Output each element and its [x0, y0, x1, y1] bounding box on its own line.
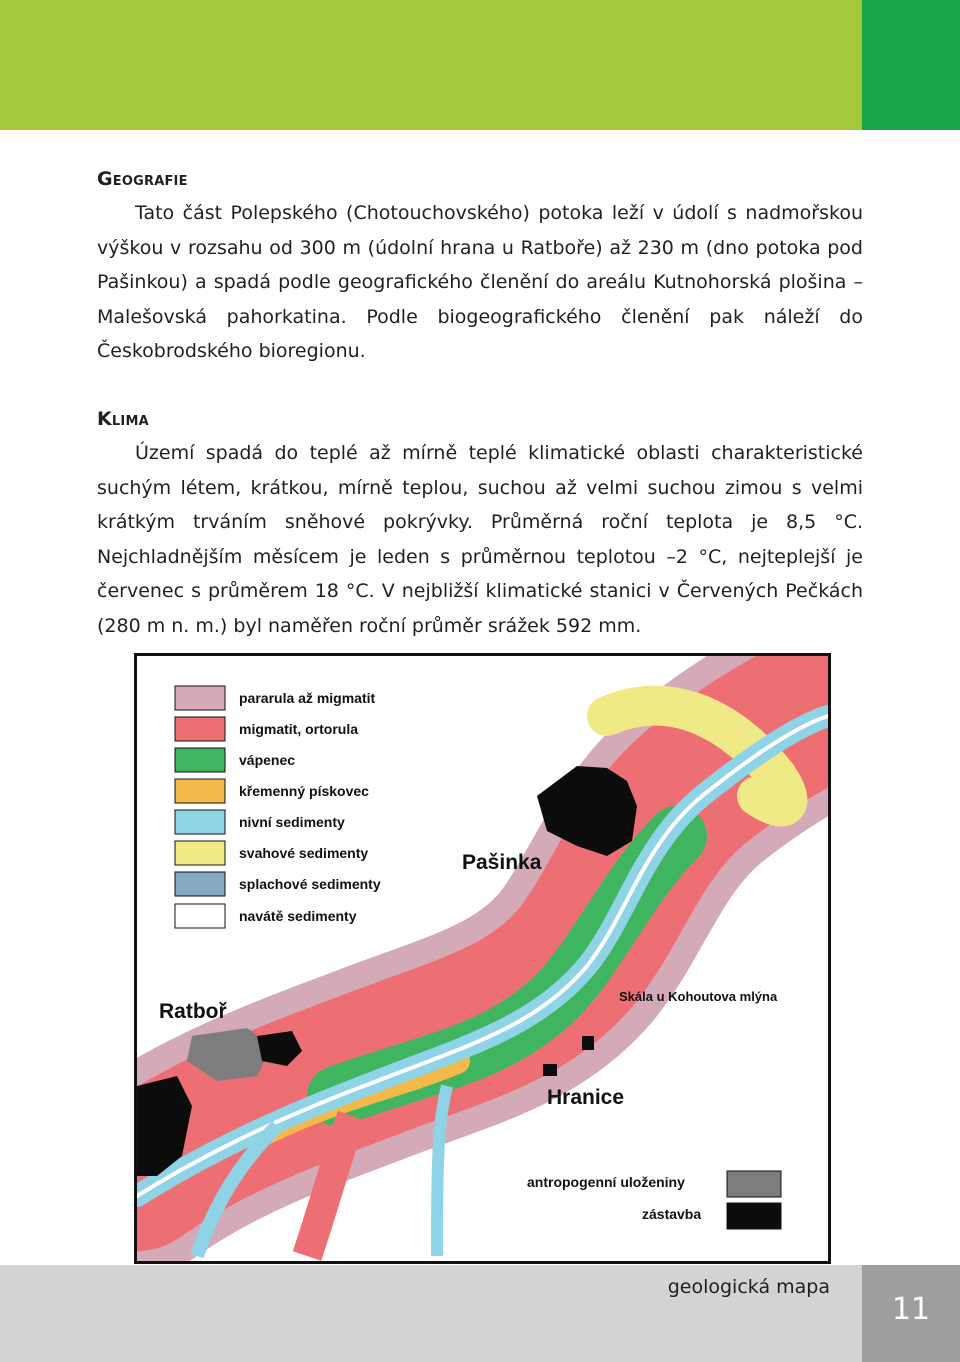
- place-label-hranice: Hranice: [547, 1086, 625, 1109]
- geological-map-drawing: [137, 656, 828, 1261]
- map-zastavba-hranice: [543, 1064, 557, 1076]
- legend-swatch: [175, 779, 225, 803]
- legend-label: migmatit, ortorula: [239, 721, 359, 737]
- legend-swatch: [175, 872, 225, 896]
- place-label-skala: Skála u Kohoutova mlýna: [619, 989, 778, 1004]
- legend-swatch: [175, 717, 225, 741]
- place-label-ratbor: Ratboř: [159, 1000, 227, 1023]
- place-label-pasinka: Pašinka: [462, 851, 542, 874]
- legend-label: navátě sedimenty: [239, 908, 357, 924]
- legend-label: pararula až migmatit: [239, 690, 376, 706]
- legend-label: svahové sedimenty: [239, 845, 369, 861]
- legend-label: křemenný pískovec: [239, 783, 369, 799]
- legend-swatch: [727, 1171, 781, 1197]
- map-zastavba-hranice: [582, 1036, 594, 1050]
- legend-label: antropogenní uloženiny: [527, 1174, 685, 1190]
- map-legend: [175, 686, 381, 928]
- legend-label: vápenec: [239, 752, 296, 768]
- header-band: [0, 0, 862, 130]
- page-number: 11: [891, 1292, 931, 1327]
- legend-swatch: [175, 810, 225, 834]
- section-text: Tato část Polepského (Chotouchovského) potoka leží v údolí s nadmořskou výškou v rozsahu od 300 m (údolní hrana u Ratboře) až 230 m (dno potoka pod Pašinkou) a spadá podle geografického členění do areálu Kutnohorská plošina – Malešovská pahorkatina. Podle biogeografického členění pak náleží do Českobrodského bioregionu.: [97, 202, 863, 362]
- header-corner: [862, 0, 960, 130]
- footer-caption: geologická mapa: [667, 1276, 830, 1298]
- legend-swatch: [727, 1203, 781, 1229]
- legend-label: splachové sedimenty: [239, 876, 381, 892]
- map-side-valley: [437, 1086, 447, 1256]
- legend-swatch: [175, 904, 225, 928]
- legend-swatch: [175, 686, 225, 710]
- legend-swatch: [175, 841, 225, 865]
- section-heading: Klima: [97, 408, 149, 430]
- section-klima: [97, 406, 863, 643]
- legend-label: zástavba: [642, 1206, 702, 1222]
- legend-label: nivní sedimenty: [239, 814, 345, 830]
- section-heading: Geografie: [97, 168, 188, 190]
- geological-map: [134, 653, 831, 1264]
- section-geografie: [97, 166, 863, 369]
- legend-swatch: [175, 748, 225, 772]
- section-text: Území spadá do teplé až mírně teplé klimatické oblasti charakteristické suchým létem, krátkou, mírně teplou, suchou až velmi suchou zimou s velmi krátkým trváním sněhové pokrývky. Průměrná roční teplota je 8,5 °C. Nejchladnějším měsícem je leden s průměrnou teplotou –2 °C, nejteplejší je červenec s průměrem 18 °C. V nejbližší klimatické stanici v Červených Pečkách (280 m n. m.) byl naměřen roční průměr srážek 592 mm.: [97, 442, 863, 637]
